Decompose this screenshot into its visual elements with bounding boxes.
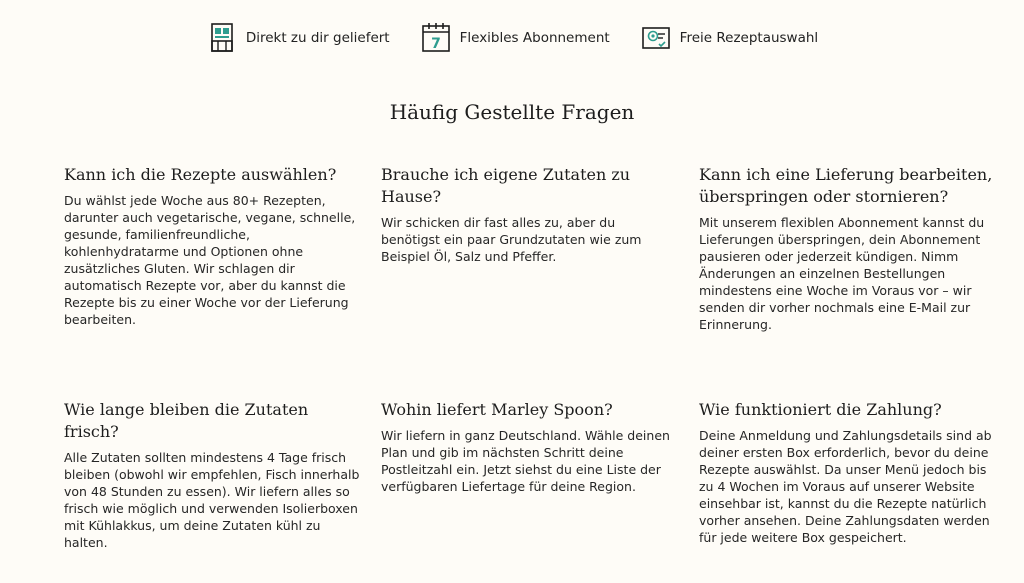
feature-bar <box>0 20 1024 56</box>
faq-answer: Alle Zutaten sollten mindestens 4 Tage frisch bleiben (obwohl wir empfehlen, Fisch innerhalb von 48 Stunden zu essen). Wir liefern alles so frisch wie möglich und verwenden Isolierboxen mit Kühlakkus, um deine Zutaten kühl zu halten. <box>64 450 360 550</box>
feature-delivery <box>206 22 390 54</box>
faq-answer: Deine Anmeldung und Zahlungsdetails sind ab deiner ersten Box erforderlich, bevor du deine Rezepte auswählst. Da unser Menü jedoch bis zu 4 Wochen im Voraus auf unserer Website einsehbar ist, kannst du die Rezepte natürlich vorher ansehen. Deine Zahlungsdaten werden für jede weitere Box gespeichert. <box>699 428 992 545</box>
faq-answer: Wir liefern in ganz Deutschland. Wähle deinen Plan und gib im nächsten Schritt deine Postleitzahl ein. Jetzt siehst du eine Liste der verfügbaren Liefertage für deine Region. <box>381 428 670 494</box>
faq-item-delivery-area <box>381 399 671 495</box>
faq-question: Wie funktioniert die Zahlung? <box>699 400 942 419</box>
faq-item-freshness <box>64 399 364 551</box>
faq-question: Brauche ich eigene Zutaten zu Hause? <box>381 165 631 206</box>
delivery-box-icon <box>206 22 238 54</box>
faq-question: Kann ich die Rezepte auswählen? <box>64 165 337 184</box>
calendar-day-number: 7 <box>430 36 441 52</box>
faq-question: Kann ich eine Lieferung bearbeiten, überspringen oder stornieren? <box>699 165 993 206</box>
faq-item-own-ingredients <box>381 164 671 265</box>
faq-answer: Mit unserem flexiblen Abonnement kannst du Lieferungen überspringen, dein Abonnement pausieren oder jederzeit kündigen. Nimm Änderungen an einzelnen Bestellungen mindestens eine Woche im Voraus vor – wir senden dir vorher nochmals eine E-Mail zur Erinnerung. <box>699 215 985 332</box>
faq-item-recipe-choice <box>64 164 364 328</box>
faq-title: Häufig Gestellte Fragen <box>389 100 635 124</box>
faq-question: Wohin liefert Marley Spoon? <box>381 400 613 419</box>
feature-subscription-label: Flexibles Abonnement <box>459 30 610 46</box>
faq-answer: Du wählst jede Woche aus 80+ Rezepten, darunter auch vegetarische, vegane, schnelle, gesunde, familienfreundliche, kohlenhydratarme und Optionen ohne zusätzliches Gluten. Wir schlagen dir automatisch Rezepte vor, aber du kannst die Rezepte bis zu einer Woche vor der Lieferung bearbeiten. <box>64 193 356 327</box>
feature-recipes <box>640 22 819 54</box>
faq-item-payment <box>699 399 999 546</box>
calendar-icon <box>420 22 452 54</box>
faq-answer: Wir schicken dir fast alles zu, aber du benötigst ein paar Grundzutaten wie zum Beispiel Öl, Salz und Pfeffer. <box>381 215 642 264</box>
faq-question: Wie lange bleiben die Zutaten frisch? <box>64 400 309 441</box>
recipe-card-icon <box>640 22 672 54</box>
feature-delivery-label: Direkt zu dir geliefert <box>245 30 390 46</box>
feature-subscription <box>420 22 610 54</box>
feature-recipes-label: Freie Rezeptauswahl <box>679 30 819 46</box>
faq-item-edit-delivery <box>699 164 999 333</box>
